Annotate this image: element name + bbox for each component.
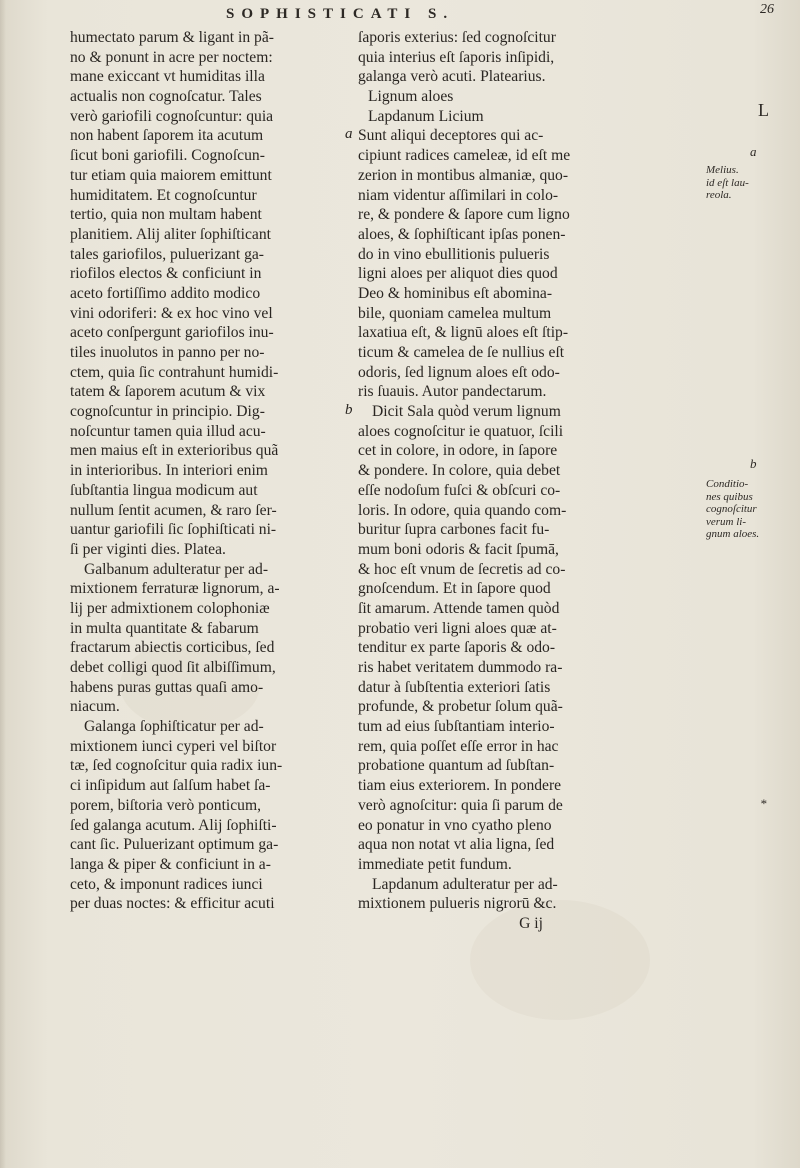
margin-section-letter: L bbox=[758, 100, 769, 120]
left-text-column bbox=[70, 28, 345, 914]
text-line: no & ponunt in acre per noctem: bbox=[70, 48, 273, 66]
text-line: cognoſcuntur in principio. Dig- bbox=[70, 403, 265, 421]
text-line: probatione quantum ad ſubſtan- bbox=[358, 757, 555, 775]
text-line: ſaporis exterius: ſed cognoſcitur bbox=[358, 29, 556, 46]
text-line: Lignum aloes bbox=[368, 88, 454, 106]
text-line: vini odoriferi: & ex hoc vino vel bbox=[70, 304, 273, 322]
margin-note-b-line: Conditio- bbox=[706, 478, 749, 490]
text-line: eo ponatur in vno cyatho pleno bbox=[358, 816, 552, 834]
margin-note-a-line: Melius. bbox=[706, 164, 739, 176]
margin-asterisk: * bbox=[760, 796, 767, 811]
text-line: langa & piper & conficiunt in a- bbox=[70, 855, 271, 873]
text-line: & hoc eſt vnum de ſecretis ad co- bbox=[358, 560, 566, 578]
text-line: galanga verò acuti. Platearius. bbox=[358, 68, 546, 86]
text-line: tales gariofilos, puluerizant ga- bbox=[70, 245, 264, 263]
text-line: Lapdanum adulteratur per ad- bbox=[372, 875, 558, 893]
margin-note-b-key: b bbox=[750, 456, 757, 471]
margin-note-a-key: a bbox=[750, 144, 757, 159]
text-line: actualis non cognoſcatur. Tales bbox=[70, 88, 262, 106]
text-line: profunde, & probetur ſolum quã- bbox=[358, 698, 563, 716]
text-line: ſi per viginti dies. Platea. bbox=[70, 540, 226, 558]
text-line: mixtionem pulueris nigrorū &c. bbox=[358, 895, 557, 913]
margin-note-a bbox=[706, 164, 786, 202]
text-line: uantur gariofili ſic ſophiſticati ni- bbox=[70, 521, 277, 539]
margin-note-a-line: id eſt lau- bbox=[706, 176, 749, 189]
text-line: aloes cognoſcitur ie quatuor, ſcili bbox=[358, 422, 564, 440]
text-line: aqua non notat vt alia ligna, ſed bbox=[358, 836, 555, 854]
text-line: men maius eſt in exterioribus quã bbox=[70, 442, 279, 460]
text-line: porem, biſtoria verò ponticum, bbox=[70, 796, 261, 814]
page-number: 26 bbox=[760, 2, 774, 17]
text-line: loris. In odore, quia quando com- bbox=[358, 501, 567, 519]
text-line: ris habet veritatem dummodo ra- bbox=[358, 659, 563, 676]
text-line: riofilos electos & conficiunt in bbox=[70, 265, 262, 283]
text-line: probatio veri ligni aloes quæ at- bbox=[358, 619, 557, 637]
text-line: tatem & ſaporem acutum & vix bbox=[70, 383, 266, 401]
text-line: tenditur ex parte ſaporis & odo- bbox=[358, 639, 556, 657]
text-line: re, & pondere & ſapore cum ligno bbox=[358, 206, 570, 224]
margin-note-b bbox=[706, 478, 786, 541]
margin-note-b-line: verum li- bbox=[706, 515, 747, 528]
margin-note-a-line: reola. bbox=[706, 189, 732, 201]
text-line: aceto fortiſſimo addito modico bbox=[70, 284, 261, 302]
text-line: tum ad eius ſubſtantiam interio- bbox=[358, 718, 555, 736]
text-line: ſicut boni gariofili. Cognoſcun- bbox=[70, 147, 265, 165]
inline-note-marker-b: b bbox=[345, 402, 353, 418]
text-line: cipiunt radices cameleæ, id eſt me bbox=[358, 147, 571, 165]
text-line: cant ſic. Puluerizant optimum ga- bbox=[70, 836, 279, 854]
text-line: ſubſtantia lingua modicum aut bbox=[70, 481, 258, 499]
text-line: Galbanum adulteratur per ad- bbox=[84, 560, 269, 578]
margin-note-b-line: gnum aloes. bbox=[706, 528, 760, 540]
text-line: ligni aloes per aliquot dies quod bbox=[358, 265, 558, 283]
text-line: buritur ſupra carbones facit fu- bbox=[358, 521, 550, 539]
text-line: immediate petit fundum. bbox=[358, 855, 512, 873]
middle-text-column bbox=[358, 28, 644, 934]
text-line: noſcuntur tamen quia illud acu- bbox=[70, 422, 266, 440]
text-line: ctem, quia ſic contrahunt humidi- bbox=[70, 363, 279, 381]
text-line: & pondere. In colore, quia debet bbox=[358, 462, 561, 480]
text-line: non habent ſaporem ita acutum bbox=[70, 127, 264, 145]
text-line: tæ, ſed cognoſcitur quia radix iun- bbox=[70, 757, 283, 775]
text-line: ticum & camelea de ſe nullius eſt bbox=[358, 344, 565, 361]
text-line: ris ſuauis. Autor pandectarum. bbox=[358, 383, 547, 401]
text-line: do in vino ebullitionis pulueris bbox=[358, 245, 550, 263]
text-line: Lapdanum Licium bbox=[368, 107, 484, 125]
margin-note-b-line: cognoſcitur bbox=[706, 503, 757, 515]
text-line: ſed galanga acutum. Alij ſophiſti- bbox=[70, 816, 277, 834]
text-line: humectato parum & ligant in pã- bbox=[70, 29, 274, 46]
text-line: aloes, & ſophiſticant ipſas ponen- bbox=[358, 225, 566, 243]
text-line: habens puras guttas quaſi amo- bbox=[70, 678, 264, 696]
text-line: Dicit Sala quòd verum lignum bbox=[372, 403, 561, 421]
text-line: mane exiccant vt humiditas illa bbox=[70, 68, 265, 86]
text-line: Deo & hominibus eſt abomina- bbox=[358, 284, 553, 302]
text-line: verò gariofili cognoſcuntur: quia bbox=[70, 107, 274, 125]
text-line: tertio, quia non multam habent bbox=[70, 206, 262, 224]
text-line: ſit amarum. Attende tamen quòd bbox=[358, 599, 560, 617]
text-line: cet in colore, in odore, in ſapore bbox=[358, 442, 558, 460]
text-line: quia interius eſt ſaporis inſipidi, bbox=[358, 48, 555, 66]
text-line: laxatiua eſt, & lignū aloes eſt ſtip- bbox=[358, 324, 569, 342]
text-line: fractarum abiectis corticibus, ſed bbox=[70, 639, 275, 657]
text-line: eſſe nodoſum fuſci & obſcuri co- bbox=[358, 481, 561, 499]
text-line: gnoſcendum. Et in ſapore quod bbox=[358, 580, 551, 598]
text-line: ceto, & imponunt radices iunci bbox=[70, 875, 263, 893]
text-line: rem, quia poſſet eſſe error in hac bbox=[358, 737, 559, 755]
text-line: odoris, ſed lignum aloes eſt odo- bbox=[358, 363, 560, 381]
inline-note-marker-a: a bbox=[345, 126, 353, 142]
text-line: zerion in montibus almaniæ, quo- bbox=[358, 166, 569, 184]
text-line: ci inſipidum aut ſalſum habet ſa- bbox=[70, 777, 271, 795]
text-line: Sunt aliqui deceptores qui ac- bbox=[358, 127, 544, 145]
text-line: niacum. bbox=[70, 698, 120, 716]
text-line: aceto conſpergunt gariofilos inu- bbox=[70, 324, 274, 342]
text-line: Galanga ſophiſticatur per ad- bbox=[84, 718, 264, 736]
text-line: in multa quantitate & fabarum bbox=[70, 619, 259, 637]
text-line: lij per admixtionem colophoniæ bbox=[70, 599, 270, 617]
text-line: per duas noctes: & efficitur acuti bbox=[70, 895, 275, 913]
text-line: mixtionem iunci cyperi vel biſtor bbox=[70, 737, 277, 755]
text-line: bile, quoniam camelea multum bbox=[358, 304, 552, 322]
margin-note-b-line: nes quibus bbox=[706, 490, 753, 503]
text-line: tiam eius exteriorem. In pondere bbox=[358, 777, 562, 795]
text-line: planitiem. Alij aliter ſophiſticant bbox=[70, 225, 271, 243]
text-line: nullum ſentit acumen, & raro ſer- bbox=[70, 501, 277, 519]
running-head: SOPHISTICATI S. bbox=[226, 6, 455, 22]
text-line: debet colligi quod ſit albiſſimum, bbox=[70, 659, 276, 676]
text-line: tiles inuolutos in panno per no- bbox=[70, 344, 265, 361]
text-line: in interioribus. In interiori enim bbox=[70, 462, 268, 480]
text-line: niam videntur aſſimilari in colo- bbox=[358, 186, 559, 204]
text-line: tur etiam quia maiorem emittunt bbox=[70, 166, 272, 184]
text-line: mixtionem ferraturæ lignorum, a- bbox=[70, 580, 280, 598]
text-line: humiditatem. Et cognoſcuntur bbox=[70, 186, 257, 204]
text-line: datur à ſubſtentia exteriori ſatis bbox=[358, 678, 551, 696]
page-gutter-shadow bbox=[0, 0, 6, 1168]
text-line: mum boni odoris & facit ſpumā, bbox=[358, 540, 559, 558]
text-line: G ij bbox=[519, 914, 543, 932]
text-line: verò agnoſcitur: quia ſi parum de bbox=[358, 796, 563, 814]
